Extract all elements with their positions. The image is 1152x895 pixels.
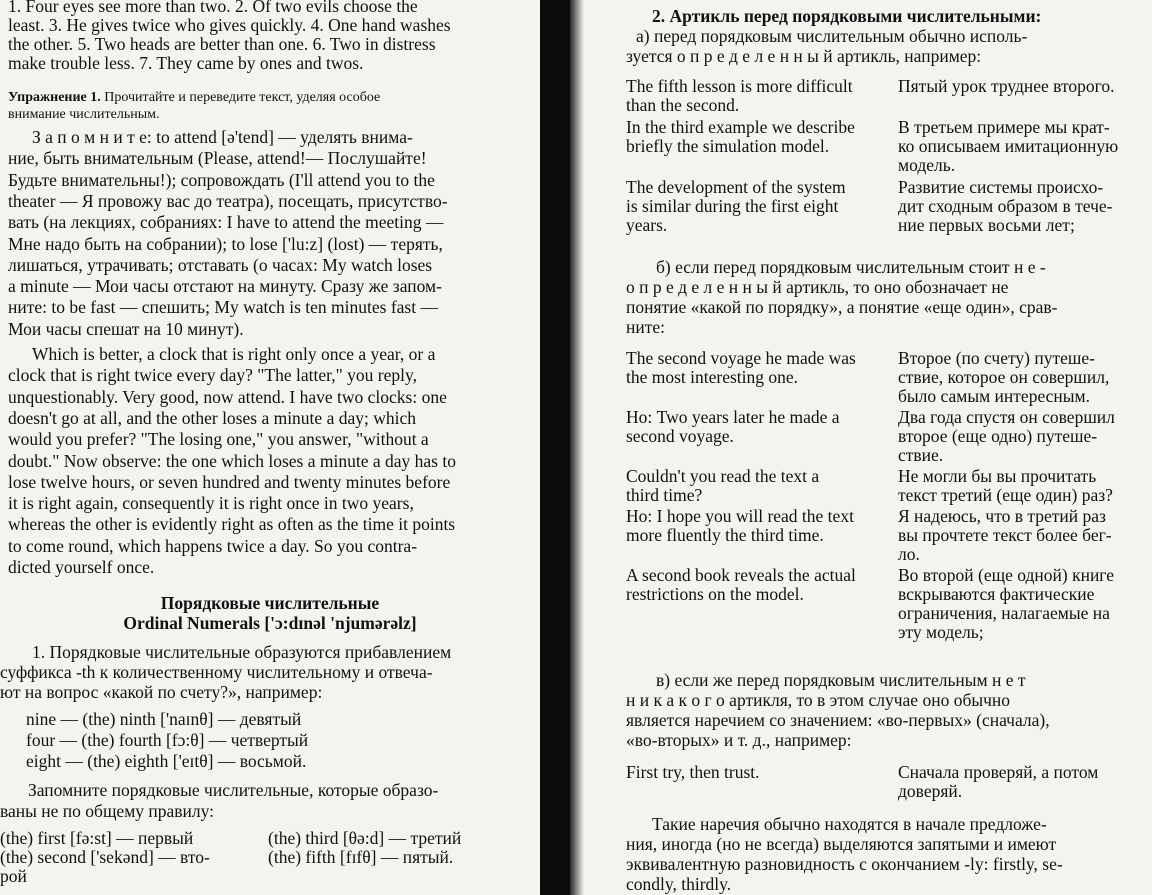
- irregular-left: (the) second ['sekənd] — вто-: [0, 847, 210, 867]
- example-ru: Не могли бы вы прочитать: [898, 466, 1097, 486]
- example-ru: В третьем примере мы крат-: [898, 117, 1110, 137]
- example-ru: ограничения, налагаемые на: [898, 603, 1110, 623]
- proverb-line: 1. Four eyes see more than two. 2. Of two evils choose the: [8, 0, 418, 16]
- example-ru: текст третий (еще один) раз?: [898, 485, 1113, 505]
- memo-line: Будьте внимательны!); сопровождать (I'll attend you to the: [8, 169, 435, 190]
- story-line: whereas the other is evidently right as often as the time it points: [8, 514, 456, 535]
- example-en: third time?: [626, 485, 703, 505]
- story-line: dicted yourself once.: [8, 557, 155, 577]
- example-en: In the third example we describe: [626, 117, 855, 137]
- example-en: Но: I hope you will read the text: [626, 506, 854, 526]
- irregular-right: (the) third [θə:d] — третий: [268, 828, 462, 848]
- example-ru: Второе (по счету) путеше-: [898, 348, 1095, 368]
- example-ru: вы прочтете текст более бег-: [898, 525, 1112, 545]
- example-ru: доверяй.: [898, 781, 963, 801]
- story-line: doesn't go at all, and the other loses a minute a day; which: [8, 407, 416, 428]
- story-line: clock that is right twice every day? "The latter," you reply,: [8, 365, 417, 386]
- example-en: The second voyage he made was: [626, 348, 856, 368]
- rule-b-line: понятие «какой по порядку», а понятие «еще один», срав-: [626, 297, 1058, 317]
- story-line: would you prefer? "The losing one," you answer, "without a: [8, 429, 429, 450]
- example-line: eight — (the) eighth ['eɪtθ] — восьмой.: [26, 751, 307, 771]
- story-line: lose twelve hours, or seven hundred and twenty minutes before: [8, 471, 451, 492]
- irregular-left: рой: [0, 866, 27, 886]
- exercise-text: внимание числительным.: [8, 107, 160, 122]
- left-page: [0, 0, 540, 895]
- intro-line: Запомните порядковые числительные, которые образо-: [28, 780, 439, 800]
- intro-line: ваны не по общему правилу:: [0, 801, 215, 821]
- memo-line: вать (на лекциях, собраниях: I have to attend the meeting —: [8, 212, 444, 233]
- example-en: years.: [626, 215, 668, 235]
- example-en: the most interesting one.: [626, 367, 799, 387]
- example-ru: ло.: [898, 544, 920, 564]
- final-line: Такие наречия обычно находятся в начале предложе-: [652, 814, 1047, 834]
- rule-line: ют на вопрос «какой по счету?», например:: [0, 682, 323, 702]
- irregular-right: (the) fifth [fɪfθ] — пятый.: [268, 847, 454, 867]
- story-line: doubt." Now observe: the one which loses a minute a day has to: [8, 450, 456, 471]
- example-ru: Два года спустя он совершил: [898, 407, 1115, 427]
- right-page: [596, 0, 1152, 895]
- rule-c-line: в) если же перед порядковым числительным н е т: [656, 670, 1026, 690]
- rule-b-line: б) если перед порядковым числительным стоит н е -: [656, 257, 1046, 277]
- rule-line: суффикса -th к количественному числительному и отвеча-: [0, 662, 433, 682]
- section-heading: Порядковые числительные: [160, 593, 380, 613]
- example-ru: модель.: [898, 155, 956, 175]
- rule-line: 1. Порядковые числительные образуются прибавлением: [32, 642, 452, 662]
- story-line: it is right again, consequently it is right once in two years,: [8, 493, 414, 514]
- final-line: condly, thirdly.: [626, 874, 732, 894]
- example-ru: вскрываются фактические: [898, 584, 1095, 604]
- example-ru: Пятый урок труднее второго.: [898, 76, 1115, 96]
- memo-line: ните: to be fast — спешить; My watch is ten minutes fast —: [8, 297, 438, 318]
- proverb-line: the other. 5. Two heads are better than one. 6. Two in distress: [8, 34, 436, 54]
- rule-c-line: «во-вторых» и т. д., например:: [626, 730, 852, 750]
- example-en: Couldn't you read the text a: [626, 466, 820, 486]
- story-line: Which is better, a clock that is right only once a year, or a: [32, 344, 436, 364]
- memo-line: theater — Я провожу вас до театра), посещать, присутство-: [8, 190, 448, 211]
- example-en: more fluently the third time.: [626, 525, 824, 545]
- example-ru: второе (еще одно) путеше-: [898, 426, 1098, 446]
- story-line: unquestionably. Very good, now attend. I have two clocks: one: [8, 386, 447, 407]
- memo-line: лишаться, утрачивать; отставать (о часах: My watch loses: [8, 254, 433, 275]
- example-en: is similar during the first eight: [626, 196, 839, 216]
- example-en: briefly the simulation model.: [626, 136, 830, 156]
- example-en: Но: Two years later he made a: [626, 407, 840, 427]
- example-en: The development of the system: [626, 177, 846, 197]
- rule-a-line: а) перед порядковым числительным обычно исполь-: [636, 26, 1028, 46]
- irregular-left: (the) first [fə:st] — первый: [0, 828, 194, 848]
- final-line: эквивалентную разновидность с окончанием -ly: firstly, se-: [626, 854, 1063, 874]
- rule-b-line: ните:: [626, 317, 666, 337]
- section-heading-en: Ordinal Numerals ['ɔ:dɪnəl 'njumərəlz]: [123, 613, 417, 633]
- rule-c-line: является наречием со значением: «во-первых» (сначала),: [626, 710, 1050, 730]
- gutter-shadow: [570, 0, 584, 895]
- rule-a-line: зуется о п р е д е л е н н ы й артикль, например:: [626, 46, 982, 66]
- example-ru: ко описываем имитационную: [898, 136, 1119, 156]
- exercise-heading: Упражнение 1. Прочитайте и переведите текст, уделяя особое: [8, 90, 381, 105]
- example-en: The fifth lesson is more difficult: [626, 76, 853, 96]
- example-ru: ние первых восьми лет;: [898, 215, 1075, 235]
- final-line: ния, иногда (но не всегда) выделяются запятыми и имеют: [626, 834, 1057, 854]
- section-title: 2. Артикль перед порядковыми числительными:: [652, 6, 1042, 26]
- example-line: four — (the) fourth [fɔ:θ] — четвертый: [26, 730, 309, 750]
- memo-line: a minute — Мои часы отстают на минуту. Сразу же запом-: [8, 276, 442, 297]
- example-en: First try, then trust.: [626, 762, 760, 782]
- proverb-line: make trouble less. 7. They came by ones and twos.: [8, 53, 364, 73]
- example-en: restrictions on the model.: [626, 584, 804, 604]
- memo-line: Мои часы спешат на 10 минут).: [8, 318, 244, 339]
- memo-line: З а п о м н и т е: to attend [ə'tend] — уделять внима-: [32, 127, 413, 147]
- rule-c-line: н и к а к о г о артикля, то в этом случае оно обычно: [626, 690, 1011, 710]
- rule-b-line: о п р е д е л е н н ы й артикль, то оно обозначает не: [626, 277, 1009, 297]
- example-line: nine — (the) ninth ['naɪnθ] — девятый: [26, 709, 302, 729]
- example-ru: ствие.: [898, 445, 944, 465]
- example-ru: ствие, которое он совершил,: [898, 367, 1110, 387]
- example-ru: Сначала проверяй, а потом: [898, 762, 1099, 782]
- example-ru: Развитие системы происхо-: [898, 177, 1104, 197]
- example-ru: было самым интересным.: [898, 386, 1090, 406]
- example-en: A second book reveals the actual: [626, 565, 856, 585]
- example-ru: Во второй (еще одной) книге: [898, 565, 1115, 585]
- example-ru: Я надеюсь, что в третий раз: [898, 506, 1106, 526]
- memo-line: ние, быть внимательным (Please, attend!— Послушайте!: [8, 148, 427, 169]
- story-line: to come round, which happens twice a day. So you contra-: [8, 535, 418, 556]
- example-ru: эту модель;: [898, 622, 984, 642]
- example-ru: дит сходным образом в тече-: [898, 196, 1113, 216]
- proverb-line: least. 3. He gives twice who gives quickly. 4. One hand washes: [8, 15, 451, 35]
- memo-line: Мне надо быть на собрании); to lose ['lu:z] (lost) — терять,: [8, 233, 443, 254]
- example-en: second voyage.: [626, 426, 734, 446]
- book-gutter: [540, 0, 570, 895]
- example-en: than the second.: [626, 95, 740, 115]
